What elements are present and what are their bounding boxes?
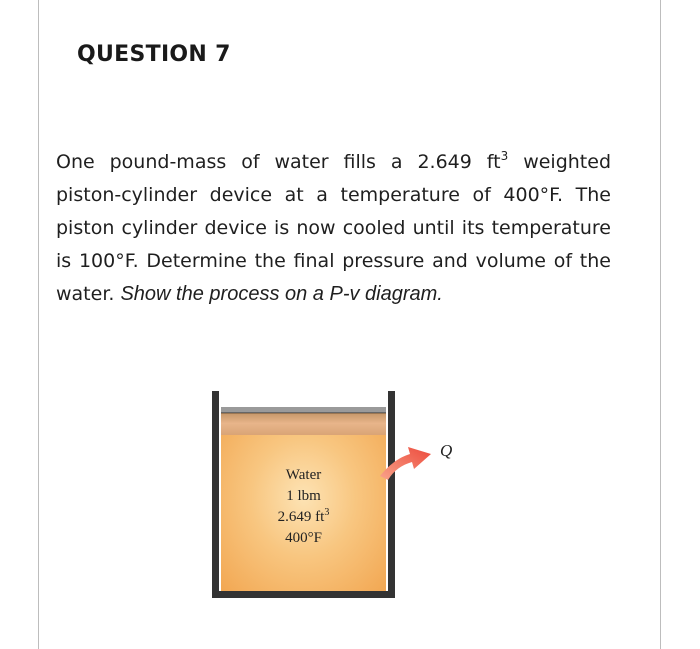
water-label-mass: 1 lbm bbox=[286, 488, 321, 504]
cylinder-bottom-wall bbox=[212, 591, 395, 598]
question-title: QUESTION 7 bbox=[77, 42, 231, 67]
heat-arrow-icon bbox=[376, 442, 438, 482]
water-label-volume-value: 2.649 ft bbox=[277, 509, 325, 525]
water-label-temperature: 400°F bbox=[285, 530, 322, 546]
question-text-superscript: 3 bbox=[500, 149, 509, 163]
left-border-line bbox=[38, 0, 39, 649]
piston bbox=[221, 413, 386, 436]
right-border-line bbox=[660, 0, 661, 649]
piston-cylinder-figure bbox=[200, 385, 480, 615]
water-label-volume bbox=[221, 507, 386, 528]
question-text-part-1: One pound-mass of water fills a 2.649 ft bbox=[56, 151, 501, 173]
water-label bbox=[221, 465, 386, 549]
cylinder-left-wall bbox=[212, 391, 219, 598]
cylinder-right-wall bbox=[388, 391, 395, 598]
question-text-emphasis: Show the process on a P-v diagram. bbox=[120, 283, 443, 305]
water-label-volume-sup: 3 bbox=[324, 507, 330, 518]
water-label-name: Water bbox=[285, 467, 322, 483]
heat-label: Q bbox=[440, 441, 453, 460]
question-text bbox=[56, 146, 611, 311]
question-text-part-2: weighted piston-cylinder device at a temperature of 400°F. The piston cylinder device is now cooled until its temperature is 100°F. Determine the final pressure and volume of the water. bbox=[56, 151, 611, 305]
